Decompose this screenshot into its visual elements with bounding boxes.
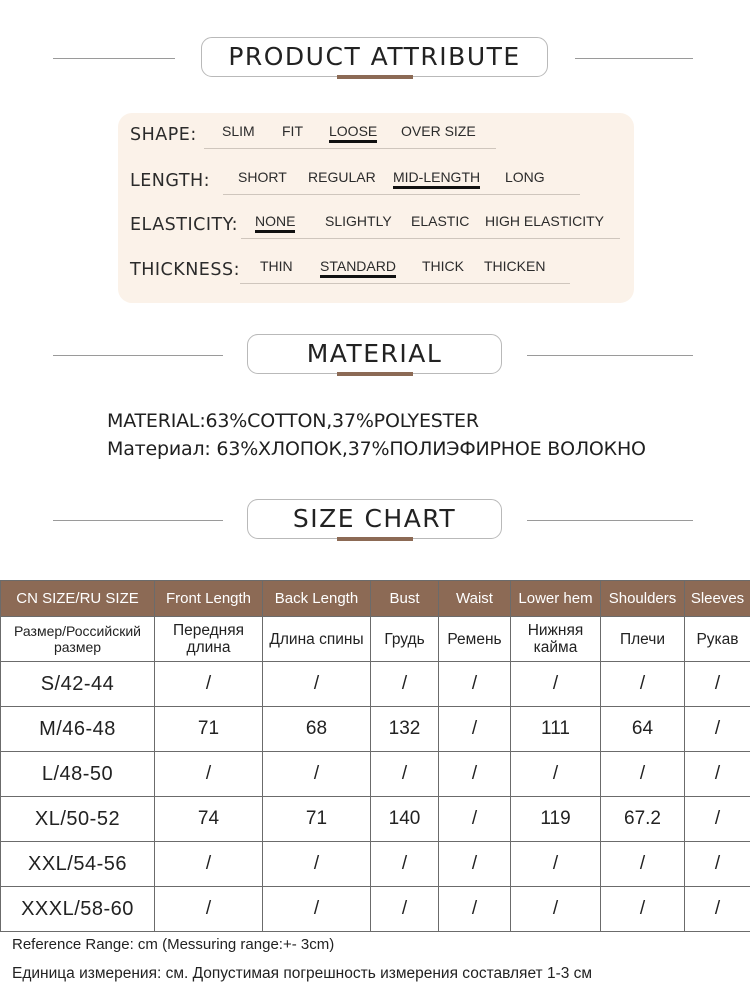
table-cell: / [155,842,263,887]
accent-bar [337,372,413,376]
material-line-ru: Материал: 63%ХЛОПОК,37%ПОЛИЭФИРНОЕ ВОЛОКНО [107,438,646,460]
table-cell: / [263,662,371,707]
column-header-ru: Грудь [371,617,439,662]
material-header [0,334,750,378]
column-header: Back Length [263,581,371,617]
option-baseline [240,283,570,284]
option: FIT [282,123,303,139]
table-cell: 71 [155,707,263,752]
section-title-text: MATERIAL [306,339,443,368]
table-row [1,887,750,932]
table-cell: / [685,887,750,932]
table-cell: / [155,887,263,932]
option: STANDARD [320,258,396,274]
size-cell: XL/50-52 [1,797,155,842]
section-title-text: PRODUCT ATTRIBUTE [228,42,521,71]
table-cell: / [685,662,750,707]
size-cell: S/42-44 [1,662,155,707]
attribute-label: ELASTICITY: [130,215,238,235]
table-row [1,842,750,887]
table-row [1,797,750,842]
size-cell: XXXL/58-60 [1,887,155,932]
table-cell: 74 [155,797,263,842]
option: NONE [255,213,296,229]
column-header-ru: Ремень [439,617,511,662]
option: SHORT [238,169,287,185]
column-header: Front Length [155,581,263,617]
reference-note-ru: Единица измерения: см. Допустимая погрешность измерения составляет 1-3 см [12,965,593,982]
table-cell: / [439,662,511,707]
table-cell: / [371,842,439,887]
option-baseline [241,238,620,239]
option: THICKEN [484,258,546,274]
table-cell: / [439,797,511,842]
table-cell: / [263,842,371,887]
option-baseline [204,148,496,149]
column-header: Shoulders [601,581,685,617]
table-cell: 140 [371,797,439,842]
table-header-row [1,581,750,617]
column-header-ru: Передняя длина [155,617,263,662]
option: SLIM [222,123,255,139]
table-cell: / [439,887,511,932]
table-cell: / [155,662,263,707]
table-cell: / [511,752,601,797]
table-cell: / [511,887,601,932]
option: OVER SIZE [401,123,476,139]
size-cell: M/46-48 [1,707,155,752]
table-cell: / [371,752,439,797]
table-cell: / [371,662,439,707]
table-cell: / [511,662,601,707]
table-cell: / [685,752,750,797]
table-cell: 68 [263,707,371,752]
section-title [247,499,502,539]
table-cell: 64 [601,707,685,752]
option: SLIGHTLY [325,213,392,229]
attribute-options [204,119,496,149]
size-cell: XXL/54-56 [1,842,155,887]
attribute-options [241,209,620,239]
accent-bar [337,537,413,541]
option-baseline [223,194,580,195]
column-header-ru: Плечи [601,617,685,662]
table-cell: / [601,662,685,707]
attribute-options [240,254,570,284]
table-cell: / [685,707,750,752]
size-cell: L/48-50 [1,752,155,797]
table-cell: / [685,842,750,887]
option: HIGH ELASTICITY [485,213,605,229]
column-header-ru: Рукав [685,617,750,662]
column-header-ru: Длина спины [263,617,371,662]
table-header-row-ru [1,617,750,662]
table-cell: / [263,752,371,797]
table-cell: / [511,842,601,887]
divider-left [53,355,223,356]
table-cell: / [685,797,750,842]
reference-note-en: Reference Range: cm (Messuring range:+- 3cm) [12,936,335,953]
table-cell: / [155,752,263,797]
table-cell: 111 [511,707,601,752]
column-header: CN SIZE/RU SIZE [1,581,155,617]
divider-right [527,520,693,521]
column-header: Waist [439,581,511,617]
table-row [1,662,750,707]
option: THICK [422,258,464,274]
column-header-ru: Нижняя кайма [511,617,601,662]
table-row [1,707,750,752]
attribute-options [223,165,580,195]
size-chart-header [0,499,750,543]
table-cell: / [601,887,685,932]
column-header: Sleeves [685,581,750,617]
option: REGULAR [308,169,376,185]
divider-left [53,58,175,59]
divider-left [53,520,223,521]
attribute-label: SHAPE: [130,125,197,145]
divider-right [527,355,693,356]
accent-bar [337,75,413,79]
column-header: Lower hem [511,581,601,617]
option: ELASTIC [411,213,470,229]
table-cell: 71 [263,797,371,842]
table-cell: 119 [511,797,601,842]
section-title-text: SIZE CHART [292,504,457,533]
table-cell: / [371,887,439,932]
attribute-label: THICKNESS: [130,260,240,280]
table-cell: / [601,752,685,797]
section-title [201,37,548,77]
table-cell: 67.2 [601,797,685,842]
table-cell: / [439,752,511,797]
attribute-label: LENGTH: [130,171,211,191]
option: LOOSE [329,123,378,139]
table-cell: / [439,707,511,752]
product-attribute-header [0,37,750,81]
option: LONG [505,169,545,185]
divider-right [575,58,693,59]
option: MID-LENGTH [393,169,481,185]
material-line-en: MATERIAL:63%COTTON,37%POLYESTER [107,410,479,432]
table-row [1,752,750,797]
option: THIN [260,258,293,274]
table-cell: / [263,887,371,932]
size-chart-table [0,580,750,932]
table-cell: 132 [371,707,439,752]
table-cell: / [601,842,685,887]
section-title [247,334,502,374]
column-header-ru: Размер/Российский размер [1,617,155,662]
column-header: Bust [371,581,439,617]
table-cell: / [439,842,511,887]
